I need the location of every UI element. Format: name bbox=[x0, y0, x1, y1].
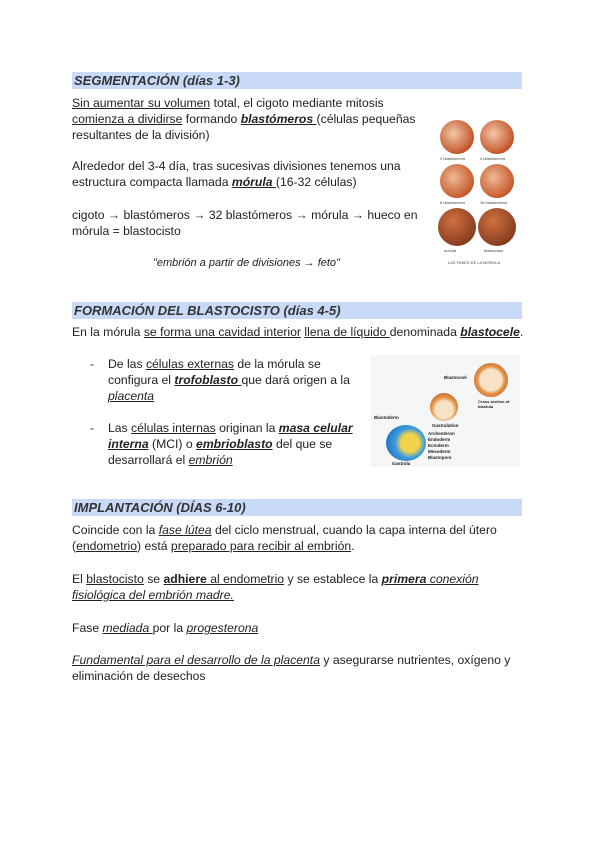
stage-4-cell bbox=[480, 120, 514, 154]
label-gastrula: Gastrula bbox=[392, 461, 411, 466]
label-blastoderm: Blastoderm bbox=[374, 415, 399, 420]
stage-8-cell bbox=[440, 164, 474, 198]
section-title-blastocisto: FORMACIÓN DEL BLASTOCISTO (días 4-5) bbox=[72, 302, 522, 319]
impl-paragraph-4: Fundamental para el desarrollo de la placenta y asegurarse nutrientes, oxígeno y eliminación de desechos bbox=[72, 653, 511, 684]
label-gastrulation: Gastrulation bbox=[432, 423, 459, 428]
label-archenteron: Archenteron bbox=[428, 431, 455, 436]
label-ectoderm: Ectoderm bbox=[428, 443, 449, 448]
label-blastopore: Blastopore bbox=[428, 455, 452, 460]
caption-16-blastomeros: 16 blastómeros bbox=[480, 200, 508, 205]
stage-16-cell bbox=[480, 164, 514, 198]
seg-paragraph-3: cigoto → blastómeros → 32 blastómeros → mórula → hueco en mórula = blastocisto bbox=[72, 208, 418, 239]
label-mesoderm: Mesoderm bbox=[428, 449, 451, 454]
seg-paragraph-1: Sin aumentar su volumen total, el cigoto mediante mitosis comienza a dividirse formando blastómeros (células pequeñas resultantes de la división) bbox=[72, 96, 416, 143]
impl-paragraph-2: El blastocisto se adhiere al endometrio y se establece la primera conexión fisiológica del embrión madre. bbox=[72, 572, 479, 603]
morula-cell bbox=[438, 208, 476, 246]
caption-8-blastomeros: 8 blastómeros bbox=[440, 200, 466, 205]
impl-paragraph-1: Coincide con la fase lútea del ciclo menstrual, cuando la capa interna del útero (endometrio) está preparado para recibir al embrión. bbox=[72, 523, 497, 554]
blastocyst-figure bbox=[370, 355, 520, 467]
gastrula-sphere bbox=[386, 425, 426, 461]
caption-4-blastomeros: 4 blastómeros bbox=[480, 156, 506, 161]
section-title-segmentacion: SEGMENTACIÓN (días 1-3) bbox=[72, 72, 522, 89]
label-endoderm: Endoderm bbox=[428, 437, 451, 442]
caption-2-blastomeros: 2 blastómeros bbox=[440, 156, 466, 161]
caption-blastocisto: blastocisto bbox=[484, 248, 503, 253]
figure-footer: LAS FASES DE LA MÓRULA bbox=[448, 260, 501, 265]
seg-quote: "embrión a partir de divisiones → feto" bbox=[153, 257, 340, 269]
impl-paragraph-3: Fase mediada por la progesterona bbox=[72, 621, 259, 635]
blastocyst-cell bbox=[478, 208, 516, 246]
early-gastrula-sphere bbox=[430, 393, 458, 421]
section-title-implantacion: IMPLANTACIÓN (DÍAS 6-10) bbox=[72, 499, 522, 516]
caption-morula: mórula bbox=[444, 248, 457, 253]
blast-paragraph-1: En la mórula se forma una cavidad interior llena de líquido denominada blastocele. bbox=[72, 325, 524, 339]
seg-paragraph-2: Alrededor del 3-4 día, tras sucesivas divisiones tenemos una estructura compacta llamada mórula (16-32 células) bbox=[72, 159, 401, 190]
stage-2-cell bbox=[440, 120, 474, 154]
label-blastocoel: Blastocoel bbox=[444, 375, 467, 380]
morula-stages-figure bbox=[436, 118, 520, 268]
label-cross-section: Cross section of blastula bbox=[478, 399, 510, 410]
blastula-sphere bbox=[474, 363, 508, 397]
